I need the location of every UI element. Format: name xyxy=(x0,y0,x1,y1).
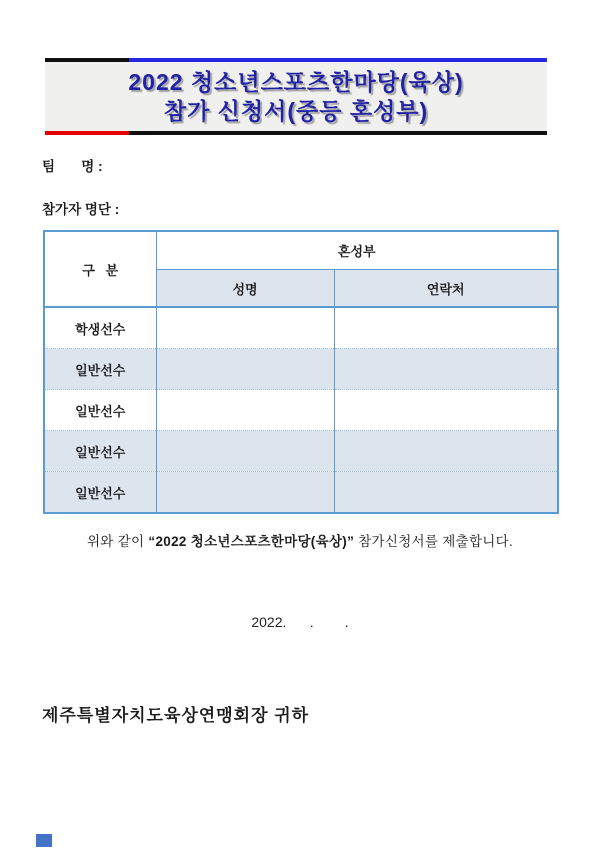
row-label: 일반선수 xyxy=(44,472,156,514)
table-row xyxy=(44,431,558,472)
title-top-border-black-segment xyxy=(45,58,129,62)
statement-prefix: 위와 같이 xyxy=(86,534,149,549)
roster-label: 참가자 명단 : xyxy=(42,202,120,217)
submission-statement xyxy=(0,530,600,550)
title-bottom-border-black-segment xyxy=(129,131,547,135)
table-row xyxy=(44,349,558,390)
title-bottom-border-red-segment xyxy=(45,131,129,135)
contact-cell xyxy=(334,431,558,472)
name-cell xyxy=(156,307,334,349)
name-column-header: 성명 xyxy=(156,270,334,308)
roster-table-wrapper xyxy=(43,230,559,514)
recipient-line: 제주특별자치도육상연맹회장 귀하 xyxy=(42,706,310,725)
row-label: 일반선수 xyxy=(44,390,156,431)
roster-table xyxy=(43,230,559,514)
row-label: 학생선수 xyxy=(44,307,156,349)
group-column-header: 구 분 xyxy=(44,231,156,307)
row-label: 일반선수 xyxy=(44,349,156,390)
contact-cell xyxy=(334,472,558,514)
title-body xyxy=(45,62,547,131)
contact-cell xyxy=(334,349,558,390)
title-top-border xyxy=(45,58,547,62)
table-row xyxy=(44,307,558,349)
title-top-border-blue-segment xyxy=(129,58,547,62)
contact-cell xyxy=(334,307,558,349)
name-cell xyxy=(156,431,334,472)
table-header-row-1 xyxy=(44,231,558,270)
title-line-2: 참가 신청서(중등 혼성부) xyxy=(163,98,429,124)
division-header: 혼성부 xyxy=(156,231,558,270)
contact-cell xyxy=(334,390,558,431)
title-banner xyxy=(45,58,547,135)
row-label: 일반선수 xyxy=(44,431,156,472)
page-marker xyxy=(36,834,52,847)
statement-suffix: 참가신청서를 제출합니다. xyxy=(354,534,514,549)
title-line-1: 2022 청소년스포츠한마당(육상) xyxy=(128,69,464,95)
table-row xyxy=(44,390,558,431)
date-line: 2022. . . xyxy=(251,614,349,630)
table-row xyxy=(44,472,558,514)
name-cell xyxy=(156,349,334,390)
statement-quoted-title: “2022 청소년스포츠한마당(육상)” xyxy=(148,534,355,549)
name-cell xyxy=(156,390,334,431)
team-name-label: 팀 명 : xyxy=(42,159,103,174)
contact-column-header: 연락처 xyxy=(334,270,558,308)
title-bottom-border xyxy=(45,131,547,135)
name-cell xyxy=(156,472,334,514)
